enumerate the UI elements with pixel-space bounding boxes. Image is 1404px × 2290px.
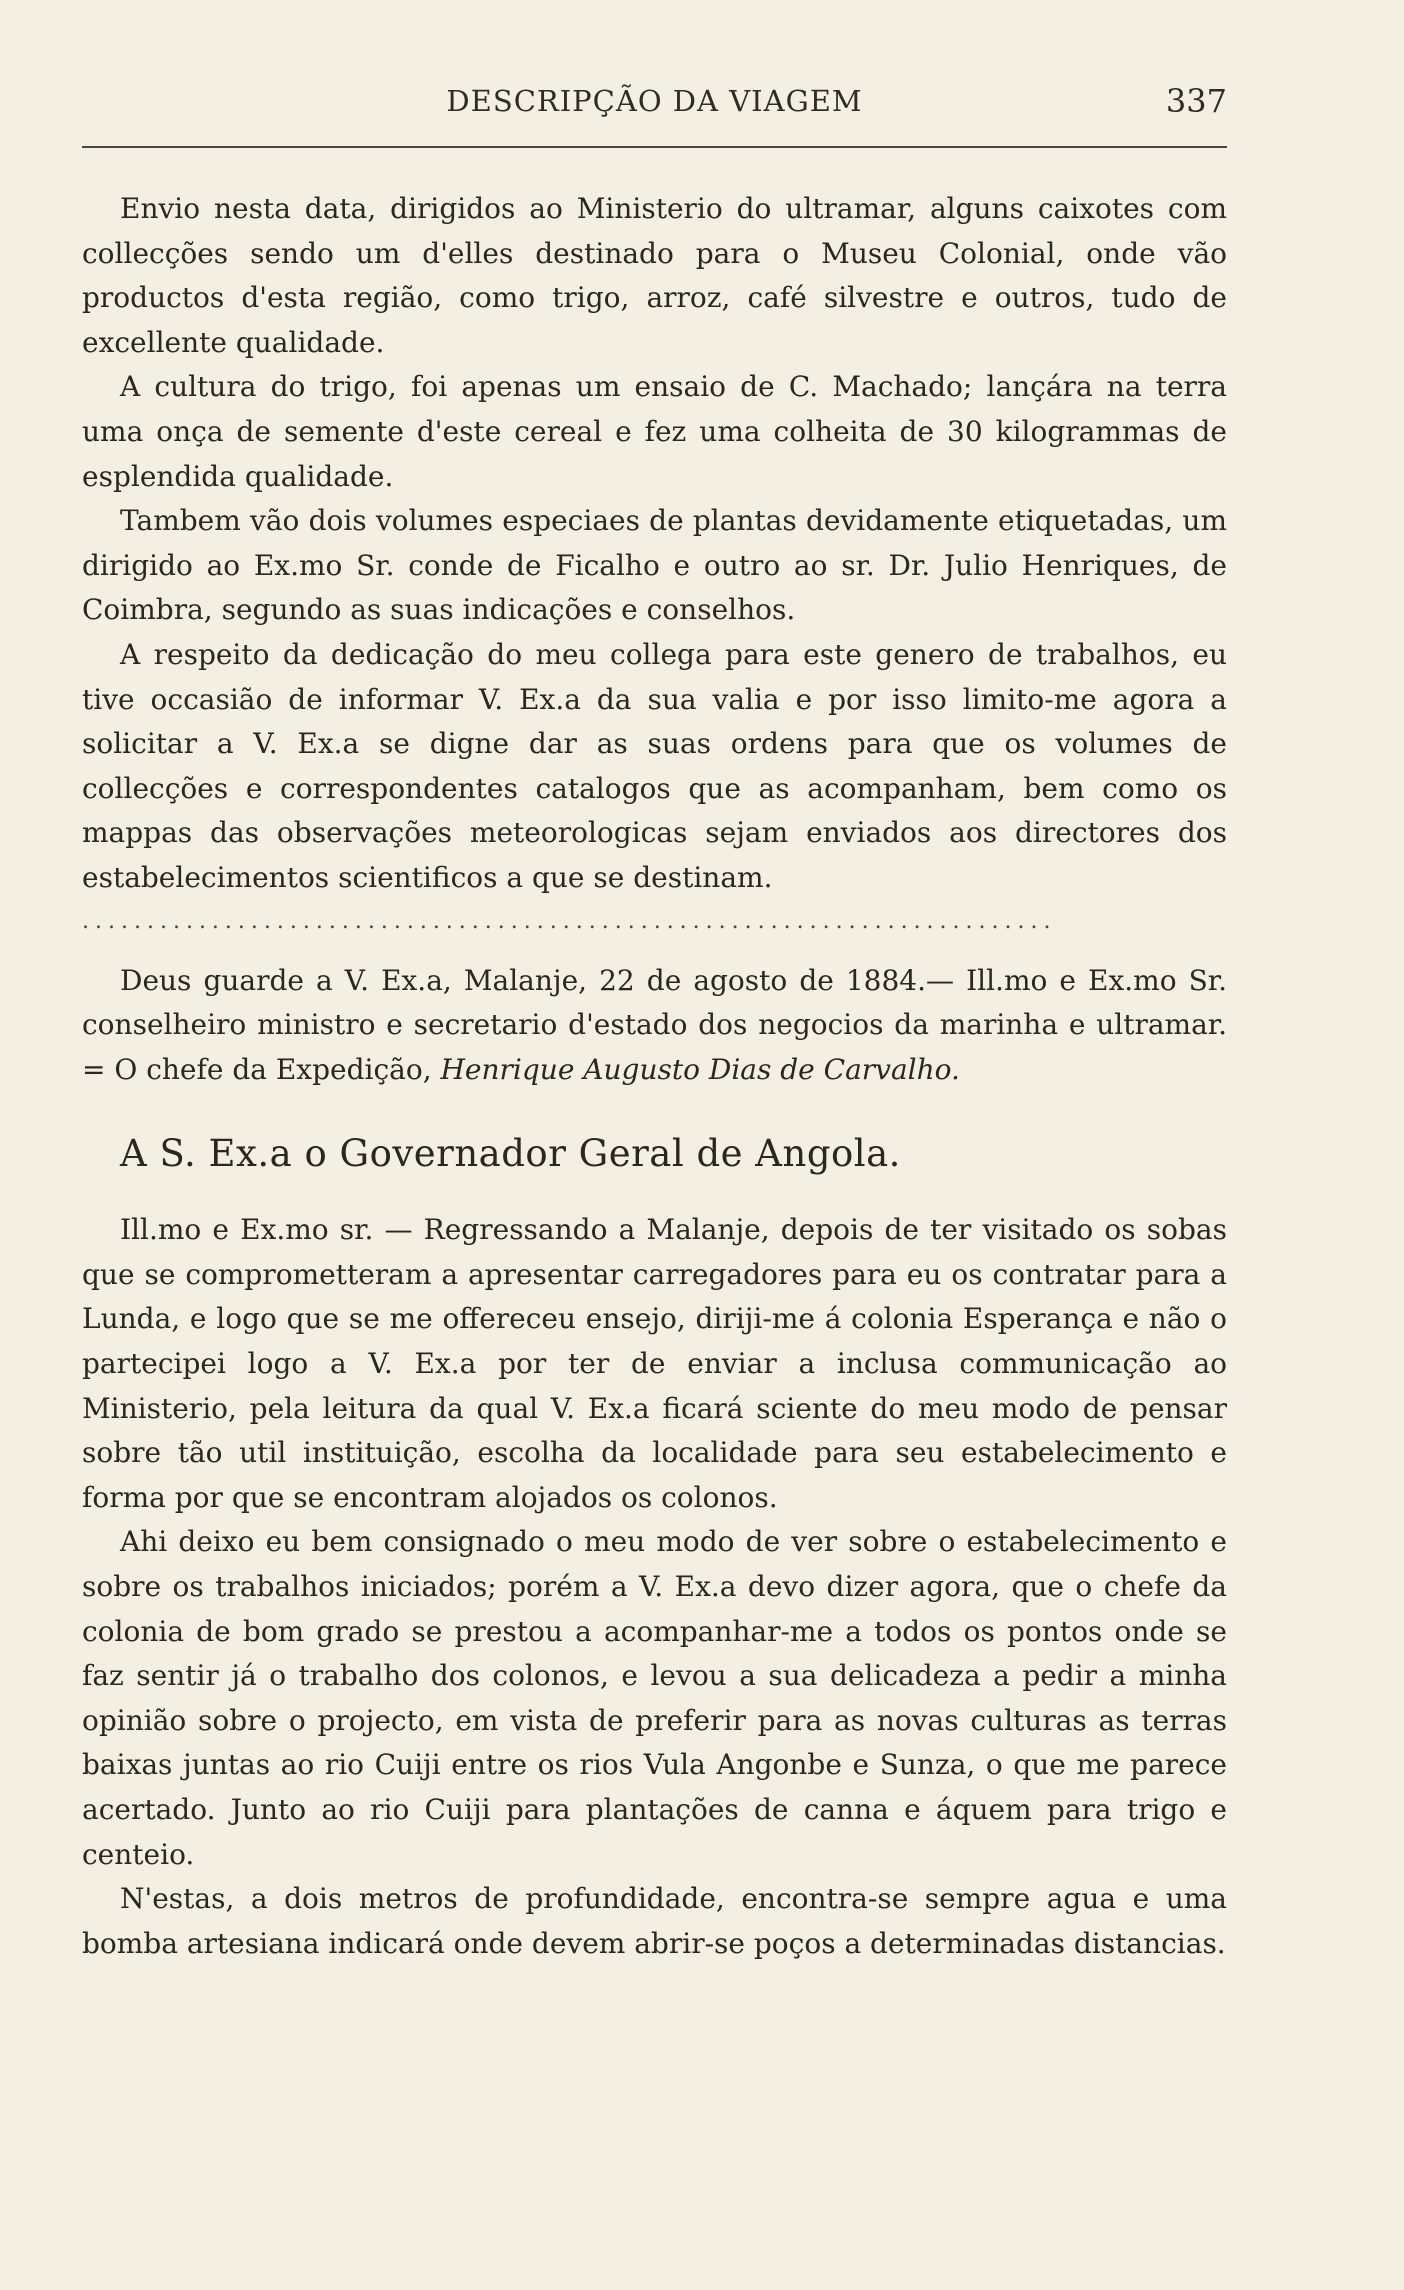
paragraph: Tambem vão dois volumes especiaes de plantas devidamente etiquetadas, um dirigido ao Ex.mo Sr. conde de Ficalho e outro ao sr. Dr. Julio Henriques, de Coimbra, segundo as suas indicações e conselhos.	[82, 504, 1227, 627]
paragraph: A cultura do trigo, foi apenas um ensaio de C. Machado; lançára na terra uma onça de semente d'este cereal e fez uma colheita de 30 kilogrammas de esplendida qualidade.	[82, 370, 1227, 493]
paragraph: Ill.mo e Ex.mo sr. — Regressando a Malanje, depois de ter visitado os sobas que se comprometteram a apresentar carregadores para eu os contratar para a Lunda, e logo que se me offereceu ensejo, diriji-me á colonia Esperança e não o partecipei logo a V. Ex.a por ter de enviar a inclusa communicação ao Ministerio, pela leitura da qual V. Ex.a ficará sciente do meu modo de pensar sobre tão util instituição, escolha da localidade para seu estabelecimento e forma por que se encontram alojados os colonos.	[82, 1213, 1227, 1514]
closing-text: Deus guarde a V. Ex.a, Malanje, 22 de agosto de 1884.— Ill.mo e Ex.mo Sr. conselheiro ministro e secretario d'estado dos negocios da marinha e ultramar. = O chefe da Expedição,	[82, 963, 1227, 1086]
paragraph: Envio nesta data, dirigidos ao Ministerio do ultramar, alguns caixotes com collecções sendo um d'elles destinado para o Museu Colonial, onde vão productos d'esta região, como trigo, arroz, café silvestre e outros, tudo de excellente qualidade.	[82, 192, 1227, 359]
header-rule	[82, 146, 1227, 148]
signature-name: Henrique Augusto Dias de Carvalho.	[440, 1052, 960, 1086]
book-page	[82, 0, 1227, 2290]
page-number: 337	[1165, 82, 1227, 120]
ellipsis-divider: ...........................................................................	[82, 908, 1057, 934]
page-header	[82, 82, 1227, 132]
paragraph: Ahi deixo eu bem consignado o meu modo de ver sobre o estabelecimento e sobre os trabalhos iniciados; porém a V. Ex.a devo dizer agora, que o chefe da colonia de bom grado se prestou a acompanhar-me a todos os pontos onde se faz sentir já o trabalho dos colonos, e levou a sua delicadeza a pedir a minha opinião sobre o projecto, em vista de preferir para as novas culturas as terras baixas juntas ao rio Cuiji entre os rios Vula Angonbe e Sunza, o que me parece acertado. Junto ao rio Cuiji para plantações de canna e áquem para trigo e centeio.	[82, 1525, 1227, 1871]
running-title: DESCRIPÇÃO DA VIAGEM	[446, 84, 863, 118]
page-body	[82, 187, 1227, 1966]
closing-paragraph	[82, 959, 1227, 1093]
paragraph: A respeito da dedicação do meu collega para este genero de trabalhos, eu tive occasião de informar V. Ex.a da sua valia e por isso limito-me agora a solicitar a V. Ex.a se digne dar as suas ordens para que os volumes de collecções e correspondentes catalogos que as acompanham, bem como os mappas das observações meteorologicas sejam enviados aos directores dos estabelecimentos scientificos a que se destinam.	[82, 637, 1227, 894]
paragraph: N'estas, a dois metros de profundidade, encontra-se sempre agua e uma bomba artesiana indicará onde devem abrir-se poços a determinadas distancias.	[82, 1882, 1227, 1960]
letter-heading: A S. Ex.a o Governador Geral de Angola.	[120, 1132, 901, 1176]
